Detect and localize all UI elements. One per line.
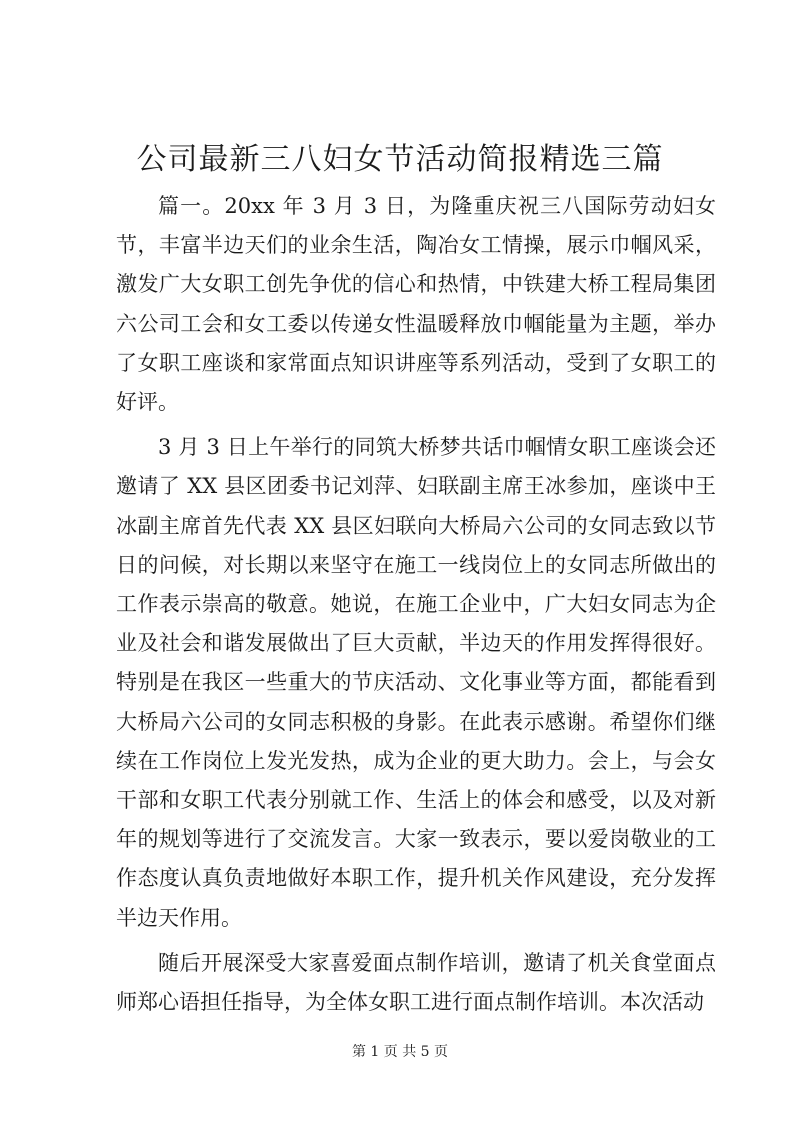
paragraph-1: 篇一。20xx 年 3 月 3 日，为隆重庆祝三八国际劳动妇女节，丰富半边天们的业余生活，陶冶女工情操，展示巾帼风采，激发广大女职工创先争优的信心和热情，中铁建大桥工程局集团六公司工会和女工委以传递女性温暖释放巾帼能量为主题，举办了女职工座谈和家常面点知识讲座等系列活动，受到了女职工的好评。	[116, 194, 716, 415]
paragraph-3: 随后开展深受大家喜爱面点制作培训，邀请了机关食堂面点师郑心语担任指导，为全体女职工进行面点制作培训。本次活动	[116, 950, 716, 1015]
document-title: 公司最新三八妇女节活动简报精选三篇	[136, 142, 664, 177]
page-footer: 第 1 页 共 5 页	[351, 1044, 449, 1060]
document-body	[116, 187, 716, 1028]
paragraph-2: 3 月 3 日上午举行的同筑大桥梦共话巾帼情女职工座谈会还邀请了 XX 县区团委书记刘萍、妇联副主席王冰参加，座谈中王冰副主席首先代表 XX 县区妇联向大桥局六公司的女同志致以节日的问候，对长期以来坚守在施工一线岗位上的女同志所做出的工作表示崇高的敬意。她说，在施工企业中，广大妇女同志为企业及社会和谐发展做出了巨大贡献，半边天的作用发挥得很好。特别是在我区一些重大的节庆活动、文化事业等方面，都能看到大桥局六公司的女同志积极的身影。在此表示感谢。希望你们继续在工作岗位上发光发热，成为企业的更大助力。会上，与会女干部和女职工代表分别就工作、生活上的体会和感受，以及对新年的规划等进行了交流发言。大家一致表示，要以爱岗敬业的工作态度认真负责地做好本职工作，提升机关作风建设，充分发挥半边天作用。	[116, 435, 716, 930]
